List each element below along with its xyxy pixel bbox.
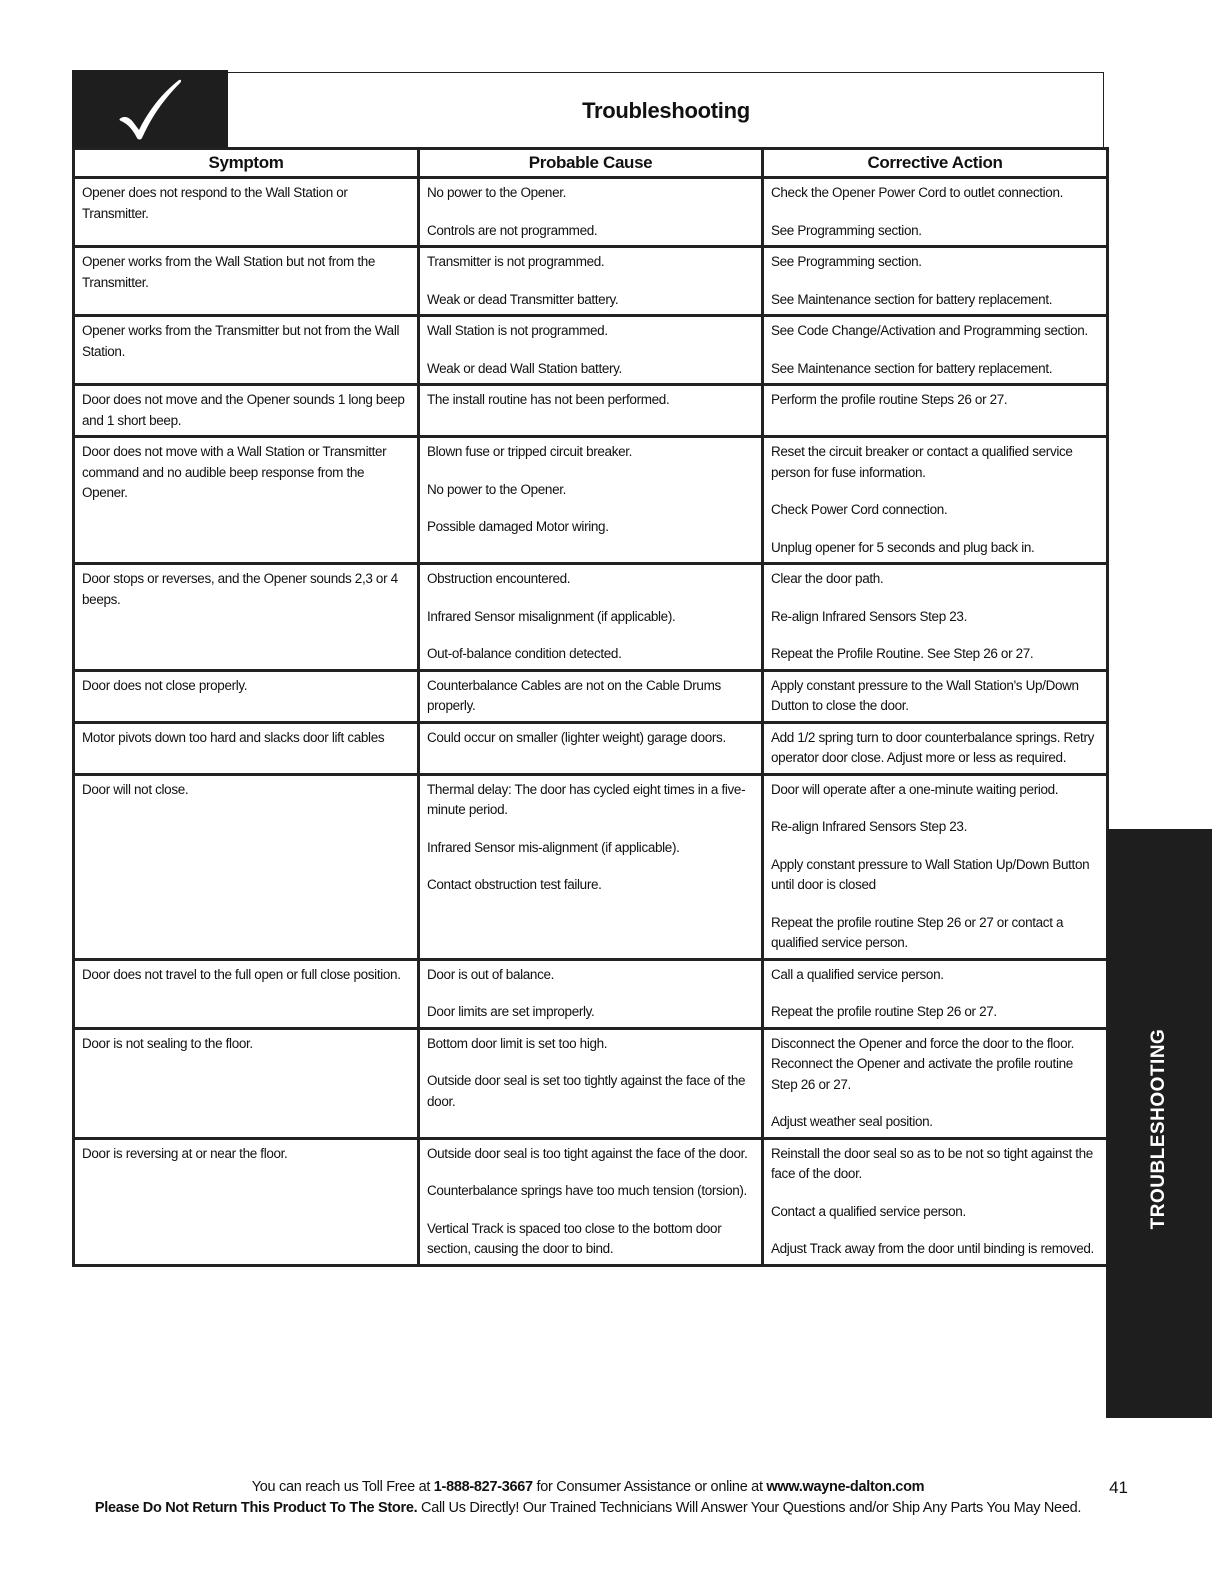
side-tab-label: TROUBLESHOOTING: [1148, 1028, 1169, 1229]
column-header-corrective-action: Corrective Action: [763, 149, 1108, 178]
action-cell: [763, 178, 1108, 247]
symptom-cell: [74, 178, 419, 247]
action-cell: [763, 316, 1108, 385]
table-row: [74, 1028, 1108, 1138]
symptom-text: Door does not move and the Opener sounds 1 long beep and 1 short beep.: [82, 392, 405, 428]
cause-text: Contact obstruction test failure.: [427, 877, 602, 892]
action-text: Adjust Track away from the door until binding is removed.: [771, 1241, 1094, 1256]
action-text: Door will operate after a one-minute waiting period.: [771, 781, 1059, 797]
symptom-text: Door will not close.: [82, 781, 189, 797]
cause-text: Could occur on smaller (lighter weight) garage doors.: [427, 729, 726, 745]
cause-cell: [419, 722, 763, 774]
footer-call-text: Call Us Directly! Our Trained Technicians Will Answer Your Questions and/or Ship Any Parts You May Need.: [417, 1500, 1082, 1516]
symptom-text: Opener works from the Transmitter but not from the Wall Station.: [82, 323, 400, 359]
action-cell: [763, 774, 1108, 959]
action-cell: [763, 247, 1108, 316]
cause-cell: [419, 437, 763, 564]
action-text: Check Power Cord connection.: [771, 502, 948, 517]
table-row: [74, 316, 1108, 385]
cause-text: No power to the Opener.: [427, 185, 567, 200]
action-text: See Code Change/Activation and Programming section.: [771, 323, 1088, 338]
action-cell: [763, 564, 1108, 671]
footer-phone: 1-888-827-3667: [433, 1479, 533, 1495]
action-cell: [763, 1138, 1108, 1265]
table-row: [74, 670, 1108, 722]
symptom-text: Door does not close properly.: [82, 677, 248, 693]
footer-return-line: [72, 1498, 1104, 1519]
action-text: See Maintenance section for battery replacement.: [771, 291, 1053, 307]
symptom-cell: [74, 385, 419, 437]
table-header-row: [74, 149, 1108, 178]
symptom-cell: [74, 670, 419, 722]
action-text: Disconnect the Opener and force the door to the floor. Reconnect the Opener and activate the profile routine Step 26 or 27.: [771, 1035, 1075, 1092]
symptom-cell: [74, 1138, 419, 1265]
cause-text: Wall Station is not programmed.: [427, 323, 608, 338]
cause-text: Thermal delay: The door has cycled eight times in a five-minute period.: [427, 781, 746, 817]
table-row: [74, 959, 1108, 1028]
action-text: Adjust weather seal position.: [771, 1114, 933, 1129]
page-title: Troubleshooting: [582, 98, 750, 123]
cause-cell: [419, 316, 763, 385]
symptom-text: Door stops or reverses, and the Opener sounds 2,3 or 4 beeps.: [82, 571, 398, 607]
action-text: See Programming section.: [771, 222, 922, 238]
section-side-tab: [1106, 829, 1212, 1418]
action-text: Reset the circuit breaker or contact a qualified service person for fuse information.: [771, 444, 1073, 480]
action-text: Perform the profile routine Steps 26 or 27.: [771, 392, 1008, 407]
cause-cell: [419, 670, 763, 722]
action-text: Repeat the profile routine Step 26 or 27.: [771, 1004, 997, 1019]
cause-text: Blown fuse or tripped circuit breaker.: [427, 444, 633, 459]
symptom-cell: [74, 774, 419, 959]
symptom-text: Opener does not respond to the Wall Station or Transmitter.: [82, 185, 348, 221]
action-text: Repeat the profile routine Step 26 or 27 or contact a qualified service person.: [771, 914, 1064, 950]
cause-text: Outside door seal is set too tightly against the face of the door.: [427, 1073, 746, 1109]
symptom-text: Door is reversing at or near the floor.: [82, 1145, 288, 1161]
action-text: Repeat the Profile Routine. See Step 26 or 27.: [771, 646, 1034, 661]
action-text: See Maintenance section for battery replacement.: [771, 360, 1053, 376]
symptom-cell: [74, 247, 419, 316]
cause-text: Door limits are set improperly.: [427, 1004, 595, 1019]
cause-text: Counterbalance Cables are not on the Cable Drums properly.: [427, 677, 721, 713]
cause-text: Transmitter is not programmed.: [427, 254, 605, 269]
action-text: Clear the door path.: [771, 571, 884, 586]
table-row: [74, 774, 1108, 959]
column-header-probable-cause: Probable Cause: [419, 149, 763, 178]
action-cell: [763, 385, 1108, 437]
footer-return-warning: Please Do Not Return This Product To The Store.: [94, 1500, 418, 1516]
cause-cell: [419, 959, 763, 1028]
symptom-cell: [74, 316, 419, 385]
table-row: [74, 437, 1108, 564]
cause-text: The install routine has not been performed.: [427, 392, 670, 407]
footer-toll-free-text: You can reach us Toll Free at: [251, 1479, 434, 1495]
symptom-text: Door does not travel to the full open or full close position.: [82, 966, 401, 982]
checkmark-icon: [115, 76, 185, 142]
symptom-cell: [74, 437, 419, 564]
footer-contact-line: [72, 1477, 1104, 1498]
footer-website: www.wayne-dalton.com: [766, 1479, 925, 1495]
action-text: Unplug opener for 5 seconds and plug back in.: [771, 539, 1035, 555]
action-cell: [763, 670, 1108, 722]
action-text: Call a qualified service person.: [771, 966, 944, 982]
action-cell: [763, 1028, 1108, 1138]
action-cell: [763, 437, 1108, 564]
troubleshooting-table: [72, 147, 1109, 1267]
title-bar: [72, 72, 1104, 148]
cause-text: Vertical Track is spaced too close to the bottom door section, causing the door to bind.: [427, 1220, 722, 1256]
cause-text: Obstruction encountered.: [427, 571, 571, 586]
column-header-symptom: Symptom: [74, 149, 419, 178]
cause-text: Bottom door limit is set too high.: [427, 1035, 608, 1051]
action-text: Add 1/2 spring turn to door counterbalance springs. Retry operator door close. Adjust more or less as required.: [771, 729, 1094, 765]
checkmark-badge: [72, 70, 228, 148]
cause-text: Infrared Sensor mis-alignment (if applicable).: [427, 839, 680, 855]
action-cell: [763, 959, 1108, 1028]
symptom-text: Motor pivots down too hard and slacks door lift cables: [82, 729, 385, 745]
symptom-cell: [74, 564, 419, 671]
action-cell: [763, 722, 1108, 774]
action-text: Apply constant pressure to the Wall Station's Up/Down Dutton to close the door.: [771, 677, 1079, 713]
cause-text: Infrared Sensor misalignment (if applicable).: [427, 608, 676, 624]
action-text: See Programming section.: [771, 254, 922, 269]
table-row: [74, 564, 1108, 671]
cause-text: Counterbalance springs have too much tension (torsion).: [427, 1183, 747, 1198]
footer: [72, 1477, 1104, 1519]
footer-online-text: for Consumer Assistance or online at: [532, 1479, 767, 1495]
symptom-text: Door does not move with a Wall Station or Transmitter command and no audible beep response from the Opener.: [82, 444, 387, 500]
cause-text: Door is out of balance.: [427, 966, 555, 982]
cause-cell: [419, 774, 763, 959]
symptom-cell: [74, 1028, 419, 1138]
cause-text: Out-of-balance condition detected.: [427, 646, 622, 661]
action-text: Contact a qualified service person.: [771, 1203, 966, 1219]
symptom-text: Door is not sealing to the floor.: [82, 1035, 253, 1051]
cause-cell: [419, 1028, 763, 1138]
action-text: Re-align Infrared Sensors Step 23.: [771, 608, 967, 624]
action-text: Check the Opener Power Cord to outlet connection.: [771, 185, 1064, 200]
cause-cell: [419, 1138, 763, 1265]
cause-cell: [419, 247, 763, 316]
action-text: Reinstall the door seal so as to be not so tight against the face of the door.: [771, 1145, 1093, 1181]
symptom-cell: [74, 959, 419, 1028]
symptom-cell: [74, 722, 419, 774]
table-row: [74, 385, 1108, 437]
cause-text: Possible damaged Motor wiring.: [427, 519, 609, 534]
cause-cell: [419, 564, 763, 671]
symptom-text: Opener works from the Wall Station but not from the Transmitter.: [82, 254, 376, 290]
table-row: [74, 247, 1108, 316]
cause-text: Controls are not programmed.: [427, 222, 598, 238]
cause-cell: [419, 385, 763, 437]
cause-cell: [419, 178, 763, 247]
table-row: [74, 178, 1108, 247]
table-row: [74, 722, 1108, 774]
action-text: Re-align Infrared Sensors Step 23.: [771, 819, 967, 834]
table-row: [74, 1138, 1108, 1265]
page-number: 41: [1109, 1478, 1128, 1497]
cause-text: Weak or dead Transmitter battery.: [427, 291, 619, 307]
cause-text: No power to the Opener.: [427, 481, 567, 497]
cause-text: Weak or dead Wall Station battery.: [427, 360, 622, 376]
cause-text: Outside door seal is too tight against the face of the door.: [427, 1145, 748, 1161]
action-text: Apply constant pressure to Wall Station Up/Down Button until door is closed: [771, 856, 1090, 892]
